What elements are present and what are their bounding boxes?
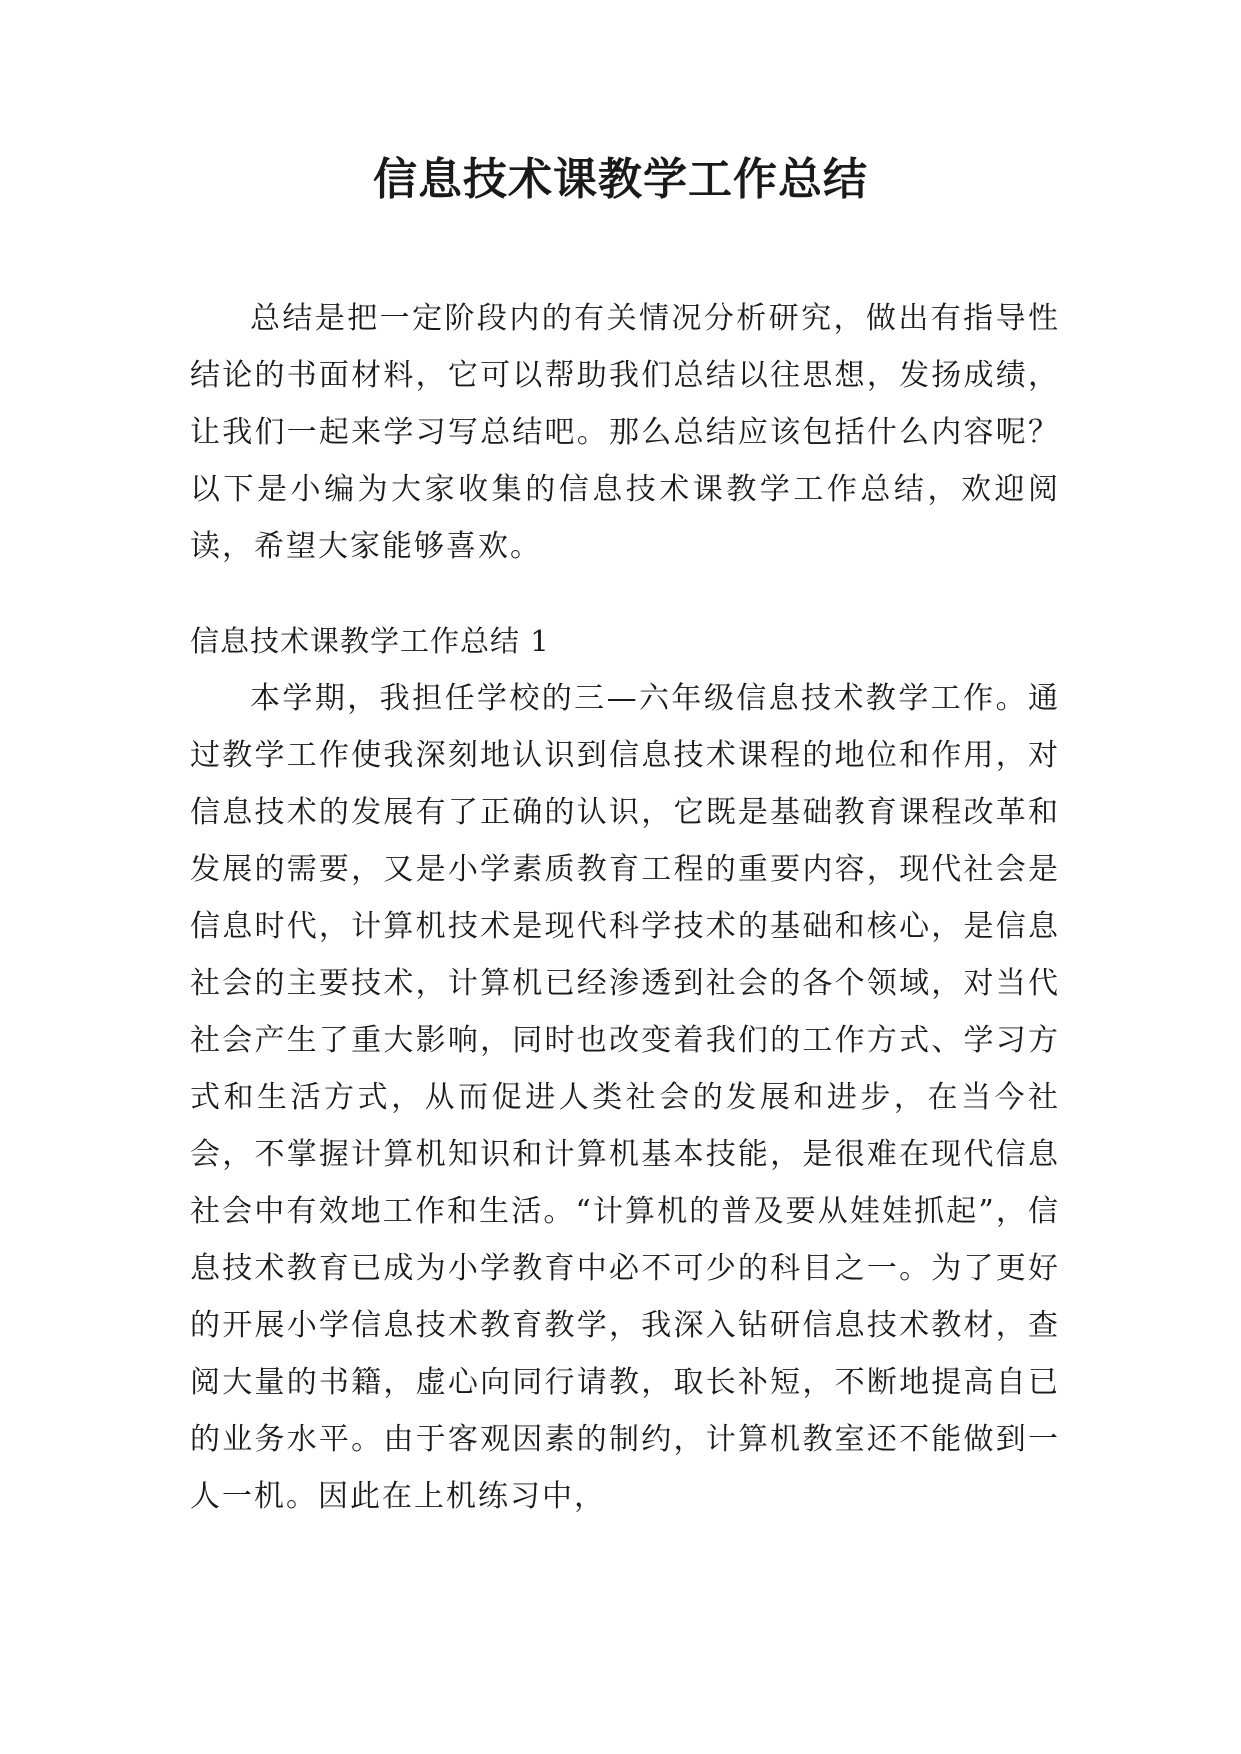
document-body [190, 290, 1060, 1525]
intro-paragraph: 总结是把一定阶段内的有关情况分析研究，做出有指导性结论的书面材料，它可以帮助我们总结以往思想，发扬成绩，让我们一起来学习写总结吧。那么总结应该包括什么内容呢？以下是小编为大家收集的信息技术课教学工作总结，欢迎阅读，希望大家能够喜欢。 [190, 301, 1060, 564]
section-heading-1: 信息技术课教学工作总结 1 [190, 624, 550, 658]
section-1-paragraph: 本学期，我担任学校的三—六年级信息技术教学工作。通过教学工作使我深刻地认识到信息技术课程的地位和作用，对信息技术的发展有了正确的认识，它既是基础教育课程改革和发展的需要，又是小学素质教育工程的重要内容，现代社会是信息时代，计算机技术是现代科学技术的基础和核心，是信息社会的主要技术，计算机已经渗透到社会的各个领域，对当代社会产生了重大影响，同时也改变着我们的工作方式、学习方式和生活方式，从而促进人类社会的发展和进步，在当今社会，不掌握计算机知识和计算机基本技能，是很难在现代信息社会中有效地工作和生活。“计算机的普及要从娃娃抓起”，信息技术教育已成为小学教育中必不可少的科目之一。为了更好的开展小学信息技术教育教学，我深入钻研信息技术教材，查阅大量的书籍，虚心向同行请教，取长补短，不断地提高自已的业务水平。由于客观因素的制约，计算机教室还不能做到一人一机。因此在上机练习中， [190, 681, 1060, 1514]
document-title: 信息技术课教学工作总结 [373, 154, 868, 205]
